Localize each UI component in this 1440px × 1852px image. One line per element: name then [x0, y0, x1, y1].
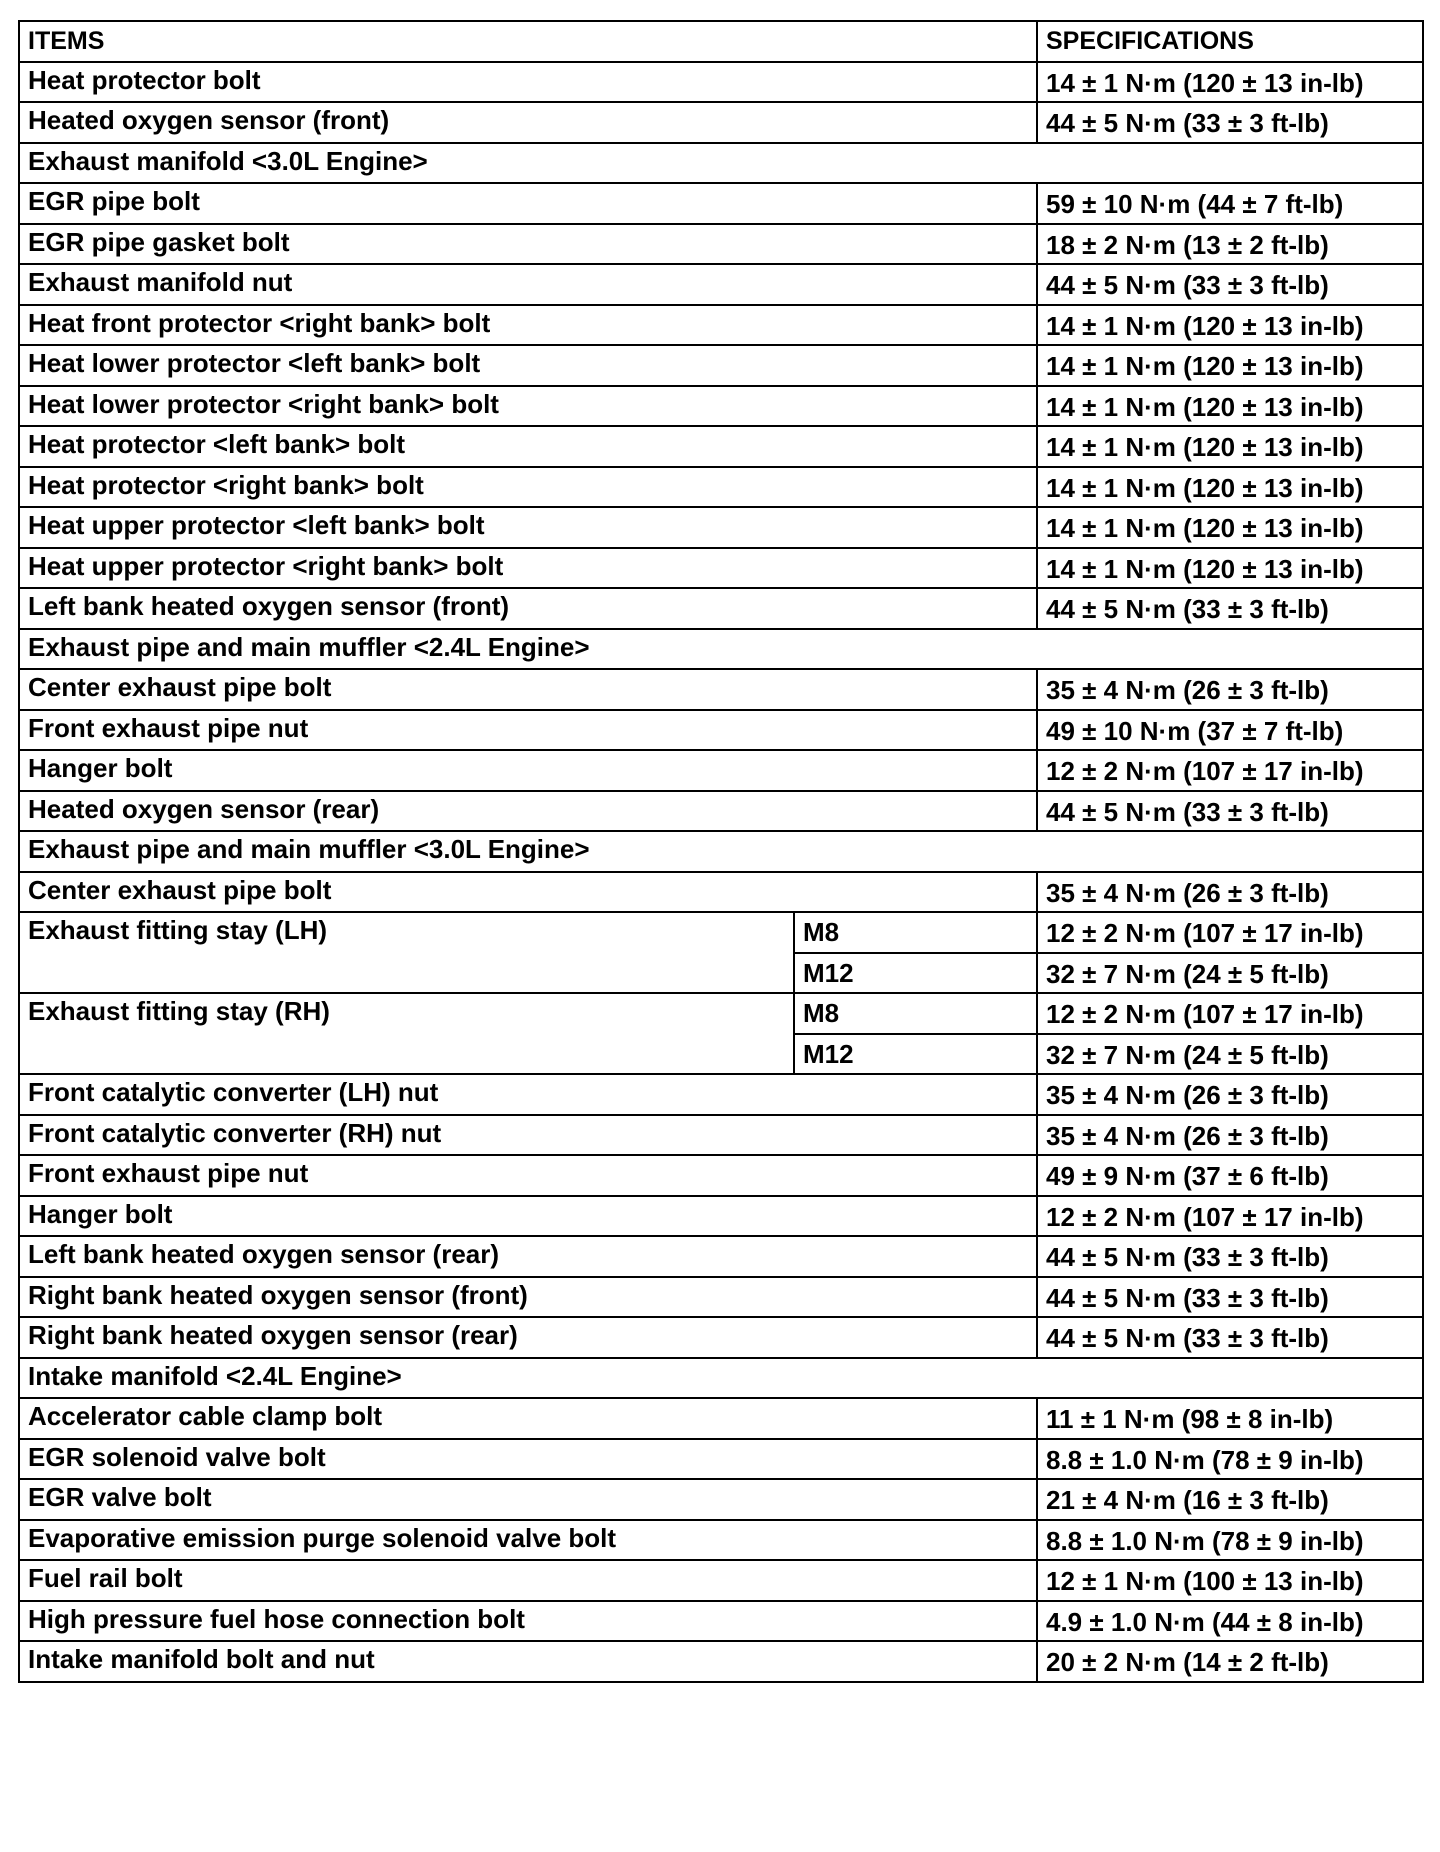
table-row [19, 1398, 1423, 1439]
item-name: Front catalytic converter (RH) nut [19, 1115, 1037, 1156]
item-name: High pressure fuel hose connection bolt [19, 1601, 1037, 1642]
torque-spec: 11 ± 1 N·m (98 ± 8 in-lb) [1037, 1398, 1423, 1439]
torque-spec: 12 ± 2 N·m (107 ± 17 in-lb) [1037, 912, 1423, 953]
section-row [19, 1358, 1423, 1399]
bolt-size: M12 [794, 1034, 1037, 1075]
torque-spec: 44 ± 5 N·m (33 ± 3 ft-lb) [1037, 588, 1423, 629]
torque-spec: 21 ± 4 N·m (16 ± 3 ft-lb) [1037, 1479, 1423, 1520]
section-title: Exhaust pipe and main muffler <3.0L Engine> [19, 831, 1423, 872]
item-name: Hanger bolt [19, 750, 1037, 791]
section-title: Intake manifold <2.4L Engine> [19, 1358, 1423, 1399]
torque-spec: 8.8 ± 1.0 N·m (78 ± 9 in-lb) [1037, 1439, 1423, 1480]
table-row [19, 1560, 1423, 1601]
table-row [19, 1074, 1423, 1115]
table-row [19, 791, 1423, 832]
torque-spec: 44 ± 5 N·m (33 ± 3 ft-lb) [1037, 1236, 1423, 1277]
torque-spec: 35 ± 4 N·m (26 ± 3 ft-lb) [1037, 1115, 1423, 1156]
specifications-table [18, 20, 1424, 1683]
item-name: Front exhaust pipe nut [19, 1155, 1037, 1196]
torque-spec: 14 ± 1 N·m (120 ± 13 in-lb) [1037, 345, 1423, 386]
torque-spec: 20 ± 2 N·m (14 ± 2 ft-lb) [1037, 1641, 1423, 1682]
torque-spec: 14 ± 1 N·m (120 ± 13 in-lb) [1037, 467, 1423, 508]
item-name: Evaporative emission purge solenoid valve bolt [19, 1520, 1037, 1561]
torque-spec: 8.8 ± 1.0 N·m (78 ± 9 in-lb) [1037, 1520, 1423, 1561]
item-name: Exhaust fitting stay (RH) [19, 993, 794, 1074]
item-name: Left bank heated oxygen sensor (front) [19, 588, 1037, 629]
item-name: Exhaust fitting stay (LH) [19, 912, 794, 993]
item-name: Center exhaust pipe bolt [19, 872, 1037, 913]
section-title: Exhaust manifold <3.0L Engine> [19, 143, 1423, 184]
table-row [19, 345, 1423, 386]
table-row [19, 1520, 1423, 1561]
bolt-size: M8 [794, 993, 1037, 1034]
item-name: Heat protector <left bank> bolt [19, 426, 1037, 467]
table-row [19, 183, 1423, 224]
item-name: Intake manifold bolt and nut [19, 1641, 1037, 1682]
torque-spec: 44 ± 5 N·m (33 ± 3 ft-lb) [1037, 791, 1423, 832]
table-row [19, 750, 1423, 791]
table-row [19, 507, 1423, 548]
table-row [19, 1641, 1423, 1682]
item-name: Heated oxygen sensor (rear) [19, 791, 1037, 832]
table-row [19, 669, 1423, 710]
table-row [19, 548, 1423, 589]
table-row [19, 1439, 1423, 1480]
section-row [19, 831, 1423, 872]
table-row [19, 1196, 1423, 1237]
torque-spec: 12 ± 2 N·m (107 ± 17 in-lb) [1037, 993, 1423, 1034]
item-name: Center exhaust pipe bolt [19, 669, 1037, 710]
table-row [19, 993, 1423, 1034]
torque-spec: 35 ± 4 N·m (26 ± 3 ft-lb) [1037, 872, 1423, 913]
item-name: Exhaust manifold nut [19, 264, 1037, 305]
item-name: Left bank heated oxygen sensor (rear) [19, 1236, 1037, 1277]
item-name: Heat upper protector <left bank> bolt [19, 507, 1037, 548]
item-name: EGR pipe bolt [19, 183, 1037, 224]
item-name: Hanger bolt [19, 1196, 1037, 1237]
item-name: Heat upper protector <right bank> bolt [19, 548, 1037, 589]
torque-spec: 14 ± 1 N·m (120 ± 13 in-lb) [1037, 386, 1423, 427]
torque-spec: 12 ± 1 N·m (100 ± 13 in-lb) [1037, 1560, 1423, 1601]
item-name: Heat lower protector <left bank> bolt [19, 345, 1037, 386]
torque-spec: 59 ± 10 N·m (44 ± 7 ft-lb) [1037, 183, 1423, 224]
item-name: Heat lower protector <right bank> bolt [19, 386, 1037, 427]
table-row [19, 872, 1423, 913]
table-row [19, 1479, 1423, 1520]
torque-spec: 12 ± 2 N·m (107 ± 17 in-lb) [1037, 1196, 1423, 1237]
torque-spec: 49 ± 9 N·m (37 ± 6 ft-lb) [1037, 1155, 1423, 1196]
torque-spec: 18 ± 2 N·m (13 ± 2 ft-lb) [1037, 224, 1423, 265]
item-name: Right bank heated oxygen sensor (rear) [19, 1317, 1037, 1358]
item-name: Heat protector bolt [19, 62, 1037, 103]
table-row [19, 224, 1423, 265]
section-title: Exhaust pipe and main muffler <2.4L Engine> [19, 629, 1423, 670]
torque-spec: 35 ± 4 N·m (26 ± 3 ft-lb) [1037, 1074, 1423, 1115]
torque-spec: 44 ± 5 N·m (33 ± 3 ft-lb) [1037, 264, 1423, 305]
torque-spec: 4.9 ± 1.0 N·m (44 ± 8 in-lb) [1037, 1601, 1423, 1642]
table-row [19, 1277, 1423, 1318]
torque-spec: 32 ± 7 N·m (24 ± 5 ft-lb) [1037, 953, 1423, 994]
item-name: EGR pipe gasket bolt [19, 224, 1037, 265]
header-specifications: SPECIFICATIONS [1037, 21, 1423, 62]
table-row [19, 1601, 1423, 1642]
torque-spec: 49 ± 10 N·m (37 ± 7 ft-lb) [1037, 710, 1423, 751]
table-row [19, 588, 1423, 629]
table-row [19, 1317, 1423, 1358]
item-name: Front catalytic converter (LH) nut [19, 1074, 1037, 1115]
item-name: EGR valve bolt [19, 1479, 1037, 1520]
table-row [19, 386, 1423, 427]
section-row [19, 629, 1423, 670]
table-row [19, 62, 1423, 103]
item-name: Heated oxygen sensor (front) [19, 102, 1037, 143]
table-header-row [19, 21, 1423, 62]
table-row [19, 1155, 1423, 1196]
torque-spec: 14 ± 1 N·m (120 ± 13 in-lb) [1037, 305, 1423, 346]
bolt-size: M8 [794, 912, 1037, 953]
section-row [19, 143, 1423, 184]
bolt-size: M12 [794, 953, 1037, 994]
torque-spec: 14 ± 1 N·m (120 ± 13 in-lb) [1037, 548, 1423, 589]
item-name: Heat front protector <right bank> bolt [19, 305, 1037, 346]
table-row [19, 1236, 1423, 1277]
item-name: Right bank heated oxygen sensor (front) [19, 1277, 1037, 1318]
torque-spec: 12 ± 2 N·m (107 ± 17 in-lb) [1037, 750, 1423, 791]
table-body [19, 62, 1423, 1682]
torque-spec: 44 ± 5 N·m (33 ± 3 ft-lb) [1037, 1277, 1423, 1318]
item-name: Front exhaust pipe nut [19, 710, 1037, 751]
torque-spec: 14 ± 1 N·m (120 ± 13 in-lb) [1037, 426, 1423, 467]
table-row [19, 467, 1423, 508]
table-row [19, 305, 1423, 346]
header-items: ITEMS [19, 21, 1037, 62]
table-row [19, 264, 1423, 305]
torque-spec: 35 ± 4 N·m (26 ± 3 ft-lb) [1037, 669, 1423, 710]
torque-spec: 14 ± 1 N·m (120 ± 13 in-lb) [1037, 62, 1423, 103]
item-name: Accelerator cable clamp bolt [19, 1398, 1037, 1439]
torque-spec: 44 ± 5 N·m (33 ± 3 ft-lb) [1037, 1317, 1423, 1358]
item-name: Fuel rail bolt [19, 1560, 1037, 1601]
table-row [19, 912, 1423, 953]
torque-spec: 44 ± 5 N·m (33 ± 3 ft-lb) [1037, 102, 1423, 143]
table-row [19, 426, 1423, 467]
torque-spec: 14 ± 1 N·m (120 ± 13 in-lb) [1037, 507, 1423, 548]
table-row [19, 102, 1423, 143]
item-name: Heat protector <right bank> bolt [19, 467, 1037, 508]
item-name: EGR solenoid valve bolt [19, 1439, 1037, 1480]
torque-spec: 32 ± 7 N·m (24 ± 5 ft-lb) [1037, 1034, 1423, 1075]
table-row [19, 1115, 1423, 1156]
table-row [19, 710, 1423, 751]
